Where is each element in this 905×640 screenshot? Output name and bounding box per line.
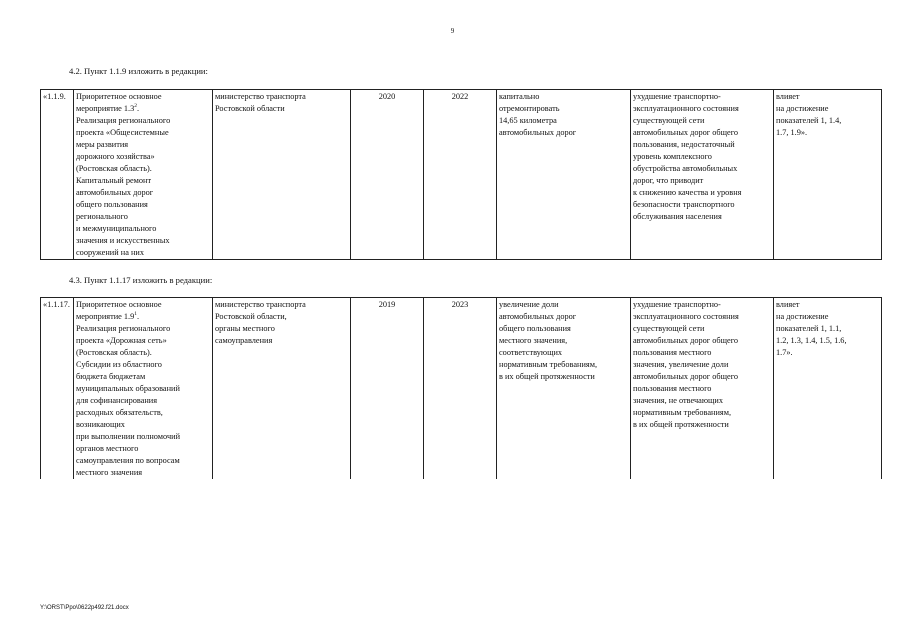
measure-name-line2: мероприятие 1.9 — [76, 312, 135, 321]
relation-cell: влияет на достижение показателей 1, 1.1, 1.2, 1.3, 1.4, 1.5, 1.6, 1.7». — [774, 298, 882, 480]
footnote-marker: 1 — [134, 311, 138, 318]
measure-name-line2: мероприятие 1.3 — [76, 104, 135, 113]
measure-table — [40, 89, 882, 260]
relation-cell: влияет на достижение показателей 1, 1.4, 1.7, 1.9». — [774, 90, 882, 260]
year-end-cell: 2023 — [424, 298, 497, 480]
page-number: 9 — [450, 27, 455, 35]
measure-name-line1: Приоритетное основное — [76, 300, 162, 309]
measure-name — [74, 90, 213, 260]
section-heading: 4.3. Пункт 1.1.17 изложить в редакции: — [69, 275, 213, 285]
measure-name-suffix: . — [137, 312, 140, 321]
measure-name-suffix: . — [137, 104, 140, 113]
year-start-cell: 2020 — [351, 90, 424, 260]
table-row — [41, 298, 882, 480]
section-heading: 4.2. Пункт 1.1.9 изложить в редакции: — [69, 66, 208, 76]
measure-name-line1: Приоритетное основное — [76, 92, 162, 101]
executor-cell: министерство транспорта Ростовской области — [213, 90, 351, 260]
consequences-cell: ухудшение транспортно- эксплуатационного состояния существующей сети автомобильных дорог общего пользования, недостаточный уровень комплексного обустройства автомобильных дорог, что приводит к снижению качества и уровня безопасности транспортного обслуживания населения — [631, 90, 774, 260]
measure-table — [40, 297, 882, 479]
item-number: «1.1.9. — [41, 90, 74, 260]
consequences-cell: ухудшение транспортно- эксплуатационного состояния существующей сети автомобильных дорог общего пользования местного значения, увеличение доли автомобильных дорог общего пользования местного значения, не отвечающих нормативным требованиям, в их общей протяженности — [631, 298, 774, 480]
file-path-footer: Y:\ORST\Ppo\0622p492.f21.docx — [40, 605, 129, 611]
measure-name — [74, 298, 213, 480]
executor-cell: министерство транспорта Ростовской области, органы местного самоуправления — [213, 298, 351, 480]
measure-name-rest: Реализация регионального проекта «Общесистемные меры развития дорожного хозяйства» (Ростовская область). Капитальный ремонт автомобильных дорог общего пользования регионального и межмуниципального значения и искусственных сооружений на них — [76, 116, 171, 257]
measure-name-rest: Реализация регионального проекта «Дорожная сеть» (Ростовская область). Субсидии из областного бюджета бюджетам муниципальных образований для софинансирования расходных обязательств, возникающих при выполнении полномочий органов местного самоуправления по вопросам местного значения — [76, 324, 181, 477]
result-cell: капитально отремонтировать 14,65 километра автомобильных дорог — [497, 90, 631, 260]
table-row — [41, 90, 882, 260]
year-start-cell: 2019 — [351, 298, 424, 480]
footnote-marker: 2 — [134, 103, 138, 110]
result-cell: увеличение доли автомобильных дорог общего пользования местного значения, соответствующих нормативным требованиям, в их общей протяженности — [497, 298, 631, 480]
year-end-cell: 2022 — [424, 90, 497, 260]
item-number: «1.1.17. — [41, 298, 74, 480]
